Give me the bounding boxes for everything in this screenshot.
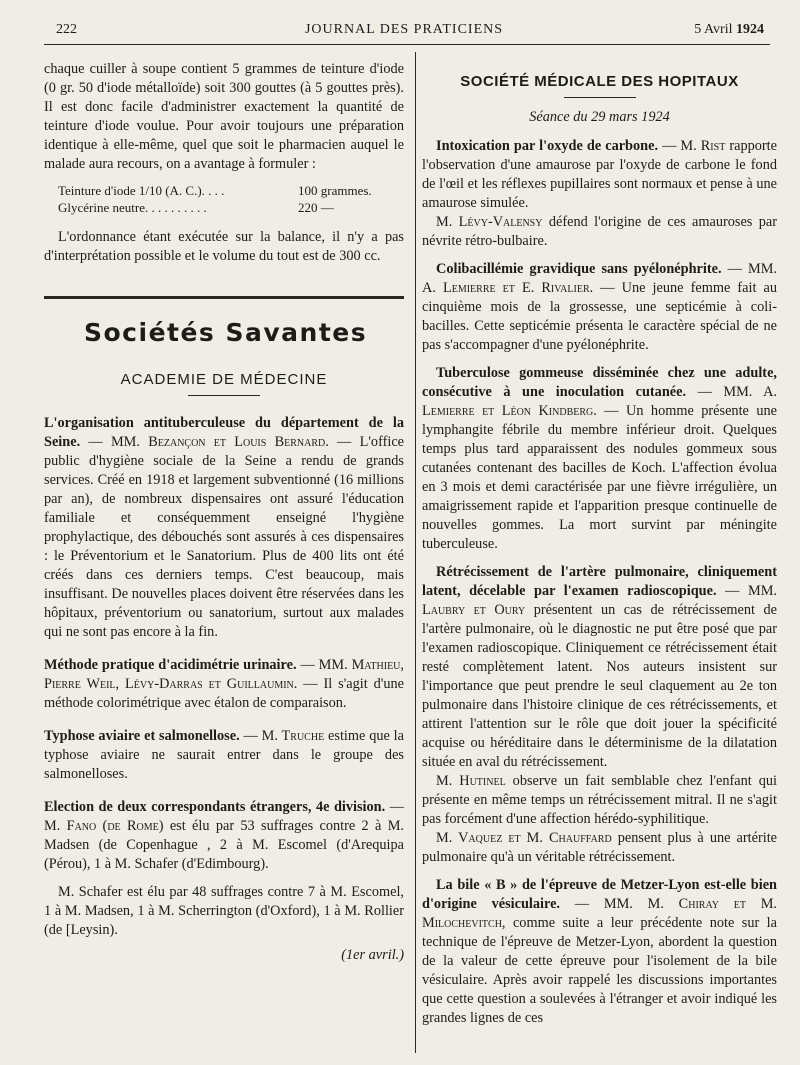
closing-date: (1er avril.) bbox=[341, 947, 404, 963]
article: Rétrécissement de l'artère pulmonaire, cliniquement latent, décelable par l'examen radioscopique. — MM. Laubry et Oury présentent un cas de rétrécissement de l'artère pulmonaire, où le diagnostic ne put être posé que par l'examen radioscopique. Cliniquement ce rétrécissement était resté complètement latent. Nos auteurs insistent sur l'importance que peut prendre le seul claquement au 2e ton pulmonaire dans l'histoire clinique de ces rétrécissements, et attirent l'attention sur le rôle que doit jouer la spécificité acquise ou héréditaire dans le déterminisme de la dilatation située en aval du rétrécissement. bbox=[422, 564, 777, 770]
issue-date: 5 Avril 1924 bbox=[694, 22, 764, 37]
formula bbox=[58, 182, 404, 216]
article: Typhose aviaire et salmonellose. — M. Truche estime que la typhose aviaire ne saurait entrer dans le groupe des salmonelloses. bbox=[44, 728, 405, 782]
journal-title: JOURNAL DES PRATICIENS bbox=[304, 22, 504, 37]
article: Election de deux correspondants étrangers, 4e division. — M. Fano (de Rome) est élu par 53 suffrages contre 2 à M. Madsen (de Copenhague , 2 à M. Escomel (d'Arequipa (Pérou), 1 à M. Schafer (d'Edimbourg). bbox=[44, 799, 404, 872]
intro-paragraph: chaque cuiller à soupe contient 5 grammes de teinture d'iode (0 gr. 50 d'iode métalloïde) soit 300 gouttes (à 5 gouttes près). Il est donc facile d'administrer exactement la quantité de teinture d'iode voulue. Pour avoir toujours une préparation identique à elle-même, quel que soit le pharmacien auquel le malade aura recours, on a avantage à formuler : bbox=[44, 61, 404, 172]
seance-date: Séance du 29 mars 1924 bbox=[529, 109, 670, 125]
article: M. Lévy-Valensy défend l'origine de ces amauroses par névrite rétro-bulbaire. bbox=[422, 214, 777, 249]
article: L'organisation antituberculeuse du département de la Seine. — MM. Bezançon et Louis Bernard. — L'office public d'hygiène sociale de la Seine a rendu de grands services. Créé en 1918 et largement subventionné (16 millions par an), de nombreux dispensaires ont assuré l'éducation familiale et conséquemment enseigné l'hygiène prophylactique, des débouchés sont assurés à ces dispensaires : le Préventorium et le Sanatorium. Plus de 400 lits ont été créés dans ces derniers temps. C'est beaucoup, mais insuffisant. De nouvelles places doivent être réservées dans les hôpitaux, préventorium ou sanatorium, surtout aux malades qui ne sont pas encore à la fin. bbox=[44, 415, 405, 640]
article: Intoxication par l'oxyde de carbone. — M. Rist rapporte l'observation d'une amaurose par l'oxyde de carbone le fond de l'œil et les réflexes pupillaires sont normaux et pense à une amaurose simulée. bbox=[422, 138, 777, 211]
column-divider bbox=[415, 52, 416, 1053]
ordonnance-paragraph: L'ordonnance étant exécutée sur la balance, il n'y a pas d'interprétation possible et le volume du tout est de 300 cc. bbox=[44, 229, 404, 264]
article: Tuberculose gommeuse disséminée chez une adulte, consécutive à une inoculation cutanée. — MM. A. Lemierre et Léon Kindberg. — Un homme présente une lymphangite fébrile du membre inférieur droit. Quelques temps plus tard apparaissent des nodules gommeux sous cutanées contenant des bacilles de Koch. L'affection évolua en 3 mois et demi caractérisée par une fièvre irrégulière, un amaigrissement rapide et l'apparition presque continuelle de nouvelles gommes. La mort survint par méningite tuberculeuse. bbox=[422, 365, 777, 552]
left-column bbox=[44, 60, 404, 965]
page-number: 222 bbox=[56, 22, 77, 37]
article: M. Hutinel observe un fait semblable chez l'enfant qui présente en même temps un rétrécissement mitral. Il ne s'agit pas forcément d'une affection hérédo-syphilitique. bbox=[422, 773, 777, 827]
formula-line: Teinture d'iode 1/10 (A. C.). . . . 100 grammes. bbox=[58, 183, 372, 198]
page-header bbox=[44, 22, 764, 42]
article: La bile « B » de l'épreuve de Metzer-Lyon est-elle bien d'origine vésiculaire. — MM. M. Chiray et M. Milochevitch, comme suite a leur précédente note sur la technique de l'épreuve de Metzer-Lyon, abordent la question de la valeur de cette épreuve pour l'isolement de la bile vésiculaire. Après avoir rappelé les discussions importantes que cette question a soulevées à l'étranger et avoir indiqué les grandes lignes de ces bbox=[422, 877, 778, 1026]
short-rule bbox=[188, 395, 260, 396]
header-rule bbox=[44, 44, 770, 45]
article: M. Vaquez et M. Chauffard pensent plus à une artérite pulmonaire qu'à un véritable rétrécissement. bbox=[422, 830, 778, 865]
right-column bbox=[422, 60, 777, 1028]
article: Colibacillémie gravidique sans pyélonéphrite. — MM. A. Lemierre et E. Rivalier. — Une jeune femme fait au cinquième mois de la grossesse, une septicémie à coli-bacilles. Cette septicémie présenta le caractère spécial de ne pas s'accompagner d'une pyélonéphrite. bbox=[422, 261, 778, 353]
formula-line: Glycérine neutre. . . . . . . . . . 220 — bbox=[58, 200, 334, 215]
section-rule bbox=[44, 296, 404, 299]
academy-title: ACADEMIE DE MÉDECINE bbox=[120, 371, 328, 388]
section-title: Sociétés Savantes bbox=[84, 318, 368, 347]
society-title: SOCIÉTÉ MÉDICALE DES HOPITAUX bbox=[460, 73, 739, 90]
short-rule bbox=[564, 97, 636, 98]
article: Méthode pratique d'acidimétrie urinaire. — MM. Mathieu, Pierre Weil, Lévy-Darras et Guillaumin. — Il s'agit d'une méthode colorimétrique avec étalon de comparaison. bbox=[44, 657, 405, 711]
schafer-paragraph: M. Schafer est élu par 48 suffrages contre 7 à M. Escomel, 1 à M. Madsen, 1 à M. Scherrington (d'Oxford), 1 à M. Rollier (de [Leysin). bbox=[44, 884, 404, 938]
